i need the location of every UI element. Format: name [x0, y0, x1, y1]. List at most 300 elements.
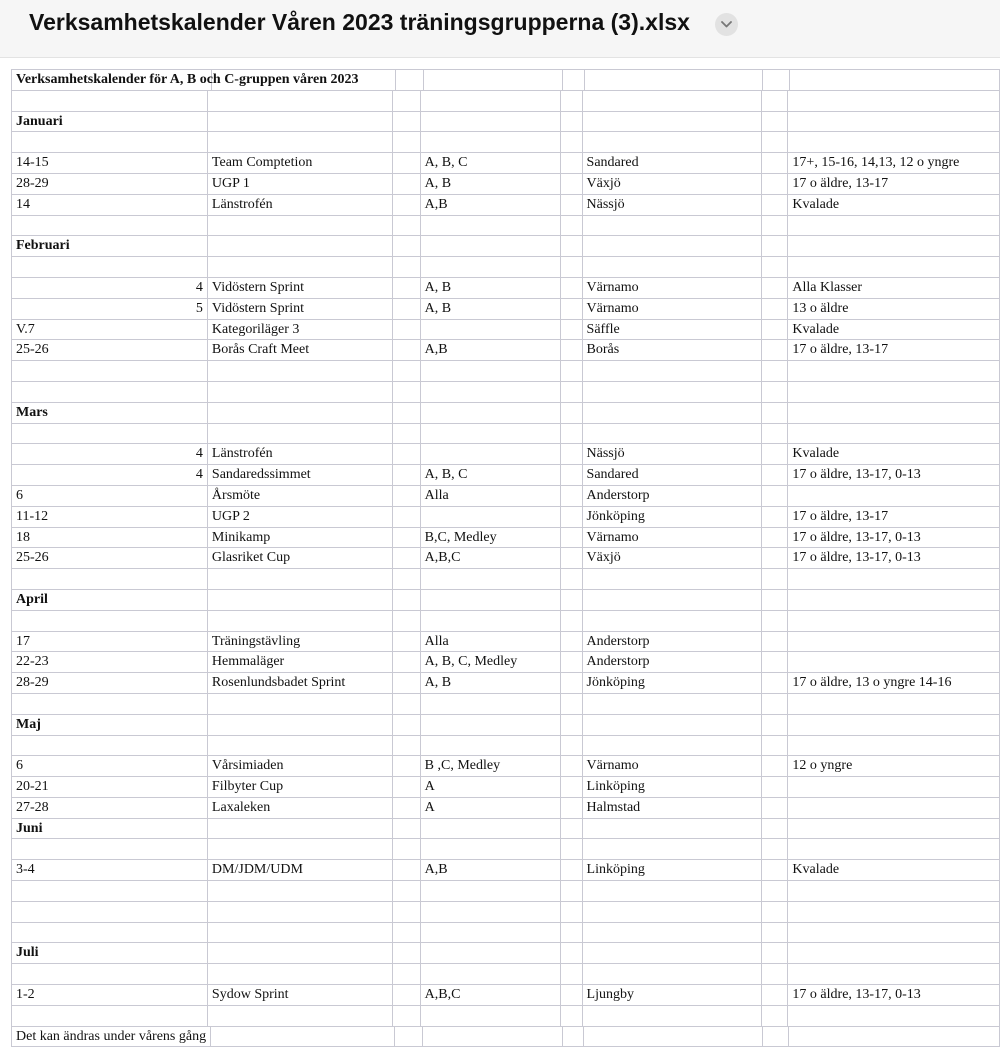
- grid-cell[interactable]: [583, 132, 762, 152]
- grid-cell[interactable]: [393, 548, 421, 568]
- month-heading[interactable]: Februari: [12, 236, 208, 256]
- date-cell[interactable]: 22-23: [12, 652, 208, 672]
- grid-cell[interactable]: [561, 985, 583, 1005]
- grid-cell[interactable]: [393, 361, 421, 381]
- groups-cell[interactable]: A,B: [421, 860, 561, 880]
- grid-cell[interactable]: [762, 943, 789, 963]
- grid-cell[interactable]: [561, 340, 583, 360]
- event-cell[interactable]: Filbyter Cup: [208, 777, 393, 797]
- grid-cell[interactable]: [583, 216, 762, 236]
- grid-cell[interactable]: [583, 361, 762, 381]
- grid-cell[interactable]: [421, 881, 561, 901]
- grid-cell[interactable]: [393, 403, 421, 423]
- date-cell[interactable]: 28-29: [12, 174, 208, 194]
- grid-cell[interactable]: [393, 153, 421, 173]
- place-cell[interactable]: Värnamo: [583, 528, 762, 548]
- grid-cell[interactable]: [561, 839, 583, 859]
- grid-cell[interactable]: [393, 382, 421, 402]
- event-cell[interactable]: Länstrofén: [208, 195, 393, 215]
- grid-cell[interactable]: [561, 382, 583, 402]
- grid-cell[interactable]: [788, 715, 1000, 735]
- groups-cell[interactable]: Alla: [421, 486, 561, 506]
- grid-cell[interactable]: [393, 174, 421, 194]
- grid-cell[interactable]: [762, 819, 789, 839]
- grid-cell[interactable]: [421, 715, 561, 735]
- grid-cell[interactable]: [561, 611, 583, 631]
- grid-cell[interactable]: [421, 736, 561, 756]
- grid-cell[interactable]: [788, 902, 1000, 922]
- grid-cell[interactable]: [393, 112, 421, 132]
- grid-cell[interactable]: [208, 361, 393, 381]
- grid-cell[interactable]: [561, 964, 583, 984]
- grid-cell[interactable]: [393, 632, 421, 652]
- grid-cell[interactable]: [561, 819, 583, 839]
- grid-cell[interactable]: [393, 902, 421, 922]
- grid-cell[interactable]: [583, 923, 762, 943]
- grid-cell[interactable]: [583, 257, 762, 277]
- date-cell[interactable]: 4: [12, 444, 208, 464]
- grid-cell[interactable]: [561, 174, 583, 194]
- grid-cell[interactable]: [762, 632, 789, 652]
- grid-cell[interactable]: [762, 424, 789, 444]
- event-cell[interactable]: Sydow Sprint: [208, 985, 393, 1005]
- grid-cell[interactable]: [583, 236, 762, 256]
- grid-cell[interactable]: [393, 964, 421, 984]
- grid-cell[interactable]: [208, 91, 393, 111]
- grid-cell[interactable]: [12, 881, 208, 901]
- grid-cell[interactable]: [393, 881, 421, 901]
- grid-cell[interactable]: [561, 923, 583, 943]
- grid-cell[interactable]: [788, 361, 1000, 381]
- grid-cell[interactable]: [393, 590, 421, 610]
- place-cell[interactable]: Halmstad: [583, 798, 762, 818]
- grid-cell[interactable]: [421, 902, 561, 922]
- place-cell[interactable]: Anderstorp: [583, 486, 762, 506]
- groups-cell[interactable]: A,B,C: [421, 985, 561, 1005]
- classes-cell[interactable]: 12 o yngre: [788, 756, 1000, 776]
- place-cell[interactable]: Värnamo: [583, 278, 762, 298]
- grid-cell[interactable]: [762, 361, 789, 381]
- grid-cell[interactable]: [393, 132, 421, 152]
- grid-cell[interactable]: [762, 507, 789, 527]
- grid-cell[interactable]: [421, 216, 561, 236]
- classes-cell[interactable]: Alla Klasser: [788, 278, 1000, 298]
- grid-cell[interactable]: [208, 216, 393, 236]
- groups-cell[interactable]: A, B: [421, 174, 561, 194]
- grid-cell[interactable]: [762, 486, 789, 506]
- grid-cell[interactable]: [393, 486, 421, 506]
- grid-cell[interactable]: [561, 465, 583, 485]
- grid-cell[interactable]: [208, 132, 393, 152]
- grid-cell[interactable]: [788, 590, 1000, 610]
- date-cell[interactable]: 28-29: [12, 673, 208, 693]
- grid-cell[interactable]: [762, 382, 789, 402]
- grid-cell[interactable]: [561, 257, 583, 277]
- grid-cell[interactable]: [561, 756, 583, 776]
- grid-cell[interactable]: [12, 964, 208, 984]
- grid-cell[interactable]: [561, 777, 583, 797]
- groups-cell[interactable]: Alla: [421, 632, 561, 652]
- grid-cell[interactable]: [561, 652, 583, 672]
- grid-cell[interactable]: [12, 611, 208, 631]
- grid-cell[interactable]: [583, 736, 762, 756]
- grid-cell[interactable]: [561, 673, 583, 693]
- classes-cell[interactable]: [788, 798, 1000, 818]
- classes-cell[interactable]: [788, 486, 1000, 506]
- place-cell[interactable]: Värnamo: [583, 299, 762, 319]
- grid-cell[interactable]: [208, 902, 393, 922]
- grid-cell[interactable]: [788, 923, 1000, 943]
- date-cell[interactable]: 5: [12, 299, 208, 319]
- grid-cell[interactable]: [563, 70, 585, 90]
- grid-cell[interactable]: [788, 424, 1000, 444]
- event-cell[interactable]: Team Comptetion: [208, 153, 393, 173]
- groups-cell[interactable]: A, B, C: [421, 153, 561, 173]
- grid-cell[interactable]: [788, 382, 1000, 402]
- classes-cell[interactable]: [788, 652, 1000, 672]
- grid-cell[interactable]: [12, 839, 208, 859]
- grid-cell[interactable]: [762, 902, 789, 922]
- grid-cell[interactable]: [393, 777, 421, 797]
- event-cell[interactable]: Vidöstern Sprint: [208, 278, 393, 298]
- grid-cell[interactable]: [561, 590, 583, 610]
- event-cell[interactable]: Borås Craft Meet: [208, 340, 393, 360]
- grid-cell[interactable]: [788, 881, 1000, 901]
- grid-cell[interactable]: [561, 278, 583, 298]
- grid-cell[interactable]: [788, 819, 1000, 839]
- grid-cell[interactable]: [421, 132, 561, 152]
- place-cell[interactable]: Sandared: [583, 465, 762, 485]
- classes-cell[interactable]: 17 o äldre, 13-17: [788, 340, 1000, 360]
- grid-cell[interactable]: [790, 70, 1000, 90]
- classes-cell[interactable]: Kvalade: [788, 320, 1000, 340]
- grid-cell[interactable]: [563, 1027, 585, 1047]
- grid-cell[interactable]: [585, 70, 763, 90]
- grid-cell[interactable]: [788, 1006, 1000, 1026]
- month-heading[interactable]: April: [12, 590, 208, 610]
- grid-cell[interactable]: [762, 860, 789, 880]
- grid-cell[interactable]: [208, 382, 393, 402]
- grid-cell[interactable]: [762, 548, 789, 568]
- place-cell[interactable]: Borås: [583, 340, 762, 360]
- grid-cell[interactable]: [208, 424, 393, 444]
- grid-cell[interactable]: [421, 943, 561, 963]
- grid-cell[interactable]: [208, 736, 393, 756]
- grid-cell[interactable]: [211, 1027, 395, 1047]
- grid-cell[interactable]: [788, 112, 1000, 132]
- grid-cell[interactable]: [12, 132, 208, 152]
- grid-cell[interactable]: [583, 715, 762, 735]
- place-cell[interactable]: Anderstorp: [583, 632, 762, 652]
- grid-cell[interactable]: [583, 569, 762, 589]
- grid-cell[interactable]: [421, 611, 561, 631]
- grid-cell[interactable]: [788, 236, 1000, 256]
- grid-cell[interactable]: [762, 985, 789, 1005]
- date-cell[interactable]: 1-2: [12, 985, 208, 1005]
- grid-cell[interactable]: [762, 403, 789, 423]
- grid-cell[interactable]: [12, 382, 208, 402]
- grid-cell[interactable]: [762, 528, 789, 548]
- grid-cell[interactable]: [762, 777, 789, 797]
- grid-cell[interactable]: [762, 736, 789, 756]
- grid-cell[interactable]: [208, 257, 393, 277]
- grid-cell[interactable]: [393, 839, 421, 859]
- grid-cell[interactable]: [762, 236, 789, 256]
- event-cell[interactable]: Laxaleken: [208, 798, 393, 818]
- grid-cell[interactable]: [561, 1006, 583, 1026]
- grid-cell[interactable]: [12, 91, 208, 111]
- grid-cell[interactable]: [561, 320, 583, 340]
- groups-cell[interactable]: A, B: [421, 299, 561, 319]
- grid-cell[interactable]: [583, 403, 762, 423]
- grid-cell[interactable]: [421, 91, 561, 111]
- event-cell[interactable]: Glasriket Cup: [208, 548, 393, 568]
- grid-cell[interactable]: [421, 694, 561, 714]
- classes-cell[interactable]: 17+, 15-16, 14,13, 12 o yngre: [788, 153, 1000, 173]
- grid-cell[interactable]: [561, 486, 583, 506]
- grid-cell[interactable]: [393, 216, 421, 236]
- title-menu-button[interactable]: [715, 13, 738, 36]
- grid-cell[interactable]: [12, 736, 208, 756]
- date-cell[interactable]: 6: [12, 486, 208, 506]
- event-cell[interactable]: Hemmaläger: [208, 652, 393, 672]
- groups-cell[interactable]: A, B: [421, 673, 561, 693]
- classes-cell[interactable]: 17 o äldre, 13-17: [788, 174, 1000, 194]
- classes-cell[interactable]: 17 o äldre, 13-17, 0-13: [788, 548, 1000, 568]
- grid-cell[interactable]: [561, 361, 583, 381]
- place-cell[interactable]: Nässjö: [583, 444, 762, 464]
- grid-cell[interactable]: [12, 257, 208, 277]
- date-cell[interactable]: 3-4: [12, 860, 208, 880]
- place-cell[interactable]: Jönköping: [583, 507, 762, 527]
- grid-cell[interactable]: [393, 299, 421, 319]
- grid-cell[interactable]: [393, 465, 421, 485]
- event-cell[interactable]: Länstrofén: [208, 444, 393, 464]
- groups-cell[interactable]: A: [421, 777, 561, 797]
- grid-cell[interactable]: [396, 70, 423, 90]
- note-cell[interactable]: Det kan ändras under vårens gång: [12, 1027, 211, 1047]
- classes-cell[interactable]: 17 o äldre, 13-17: [788, 507, 1000, 527]
- grid-cell[interactable]: [561, 195, 583, 215]
- grid-cell[interactable]: [421, 382, 561, 402]
- grid-cell[interactable]: [393, 444, 421, 464]
- grid-cell[interactable]: [421, 964, 561, 984]
- grid-cell[interactable]: [421, 569, 561, 589]
- grid-cell[interactable]: [762, 257, 789, 277]
- date-cell[interactable]: 20-21: [12, 777, 208, 797]
- grid-cell[interactable]: [393, 943, 421, 963]
- grid-cell[interactable]: [208, 715, 393, 735]
- grid-cell[interactable]: [788, 611, 1000, 631]
- grid-cell[interactable]: [788, 91, 1000, 111]
- date-cell[interactable]: 25-26: [12, 340, 208, 360]
- grid-cell[interactable]: [421, 361, 561, 381]
- place-cell[interactable]: Säffle: [583, 320, 762, 340]
- grid-cell[interactable]: [561, 548, 583, 568]
- grid-cell[interactable]: [423, 1027, 563, 1047]
- groups-cell[interactable]: [421, 444, 561, 464]
- grid-cell[interactable]: [421, 839, 561, 859]
- grid-cell[interactable]: [421, 1006, 561, 1026]
- grid-cell[interactable]: [762, 195, 789, 215]
- grid-cell[interactable]: [762, 278, 789, 298]
- grid-cell[interactable]: [583, 964, 762, 984]
- grid-cell[interactable]: [788, 403, 1000, 423]
- grid-cell[interactable]: [393, 1006, 421, 1026]
- event-cell[interactable]: UGP 1: [208, 174, 393, 194]
- grid-cell[interactable]: [561, 132, 583, 152]
- grid-cell[interactable]: [393, 923, 421, 943]
- grid-cell[interactable]: [208, 569, 393, 589]
- grid-cell[interactable]: [561, 236, 583, 256]
- month-heading[interactable]: Maj: [12, 715, 208, 735]
- groups-cell[interactable]: B ,C, Medley: [421, 756, 561, 776]
- groups-cell[interactable]: A,B: [421, 340, 561, 360]
- classes-cell[interactable]: 13 o äldre: [788, 299, 1000, 319]
- grid-cell[interactable]: [788, 132, 1000, 152]
- classes-cell[interactable]: 17 o äldre, 13 o yngre 14-16: [788, 673, 1000, 693]
- event-cell[interactable]: DM/JDM/UDM: [208, 860, 393, 880]
- grid-cell[interactable]: [393, 819, 421, 839]
- grid-cell[interactable]: [561, 569, 583, 589]
- event-cell[interactable]: Sandaredssimmet: [208, 465, 393, 485]
- place-cell[interactable]: Sandared: [583, 153, 762, 173]
- groups-cell[interactable]: [421, 320, 561, 340]
- grid-cell[interactable]: [583, 590, 762, 610]
- event-cell[interactable]: Träningstävling: [208, 632, 393, 652]
- grid-cell[interactable]: [583, 694, 762, 714]
- groups-cell[interactable]: B,C, Medley: [421, 528, 561, 548]
- grid-cell[interactable]: [393, 340, 421, 360]
- groups-cell[interactable]: A, B, C, Medley: [421, 652, 561, 672]
- grid-cell[interactable]: [762, 839, 789, 859]
- classes-cell[interactable]: 17 o äldre, 13-17, 0-13: [788, 528, 1000, 548]
- grid-cell[interactable]: [788, 964, 1000, 984]
- grid-cell[interactable]: [762, 1006, 789, 1026]
- grid-cell[interactable]: [208, 611, 393, 631]
- grid-cell[interactable]: [561, 424, 583, 444]
- grid-cell[interactable]: [421, 923, 561, 943]
- grid-cell[interactable]: [393, 236, 421, 256]
- grid-cell[interactable]: [208, 881, 393, 901]
- date-cell[interactable]: 6: [12, 756, 208, 776]
- grid-cell[interactable]: [561, 694, 583, 714]
- groups-cell[interactable]: A, B, C: [421, 465, 561, 485]
- event-cell[interactable]: Minikamp: [208, 528, 393, 548]
- grid-cell[interactable]: [393, 320, 421, 340]
- event-cell[interactable]: Årsmöte: [208, 486, 393, 506]
- grid-cell[interactable]: [788, 943, 1000, 963]
- grid-cell[interactable]: [393, 985, 421, 1005]
- grid-cell[interactable]: [762, 465, 789, 485]
- grid-cell[interactable]: [208, 403, 393, 423]
- grid-cell[interactable]: [421, 112, 561, 132]
- classes-cell[interactable]: 17 o äldre, 13-17, 0-13: [788, 985, 1000, 1005]
- grid-cell[interactable]: [393, 673, 421, 693]
- grid-cell[interactable]: [762, 320, 789, 340]
- grid-cell[interactable]: [393, 91, 421, 111]
- grid-cell[interactable]: [393, 694, 421, 714]
- grid-cell[interactable]: [393, 715, 421, 735]
- event-cell[interactable]: Vårsimiaden: [208, 756, 393, 776]
- grid-cell[interactable]: [561, 299, 583, 319]
- grid-cell[interactable]: [393, 652, 421, 672]
- place-cell[interactable]: Linköping: [583, 860, 762, 880]
- grid-cell[interactable]: [762, 652, 789, 672]
- grid-cell[interactable]: [561, 943, 583, 963]
- place-cell[interactable]: Jönköping: [583, 673, 762, 693]
- grid-cell[interactable]: [762, 923, 789, 943]
- grid-cell[interactable]: [393, 798, 421, 818]
- grid-cell[interactable]: [583, 839, 762, 859]
- grid-cell[interactable]: [583, 1006, 762, 1026]
- grid-cell[interactable]: [762, 673, 789, 693]
- grid-cell[interactable]: [762, 174, 789, 194]
- grid-cell[interactable]: [12, 694, 208, 714]
- place-cell[interactable]: Värnamo: [583, 756, 762, 776]
- grid-cell[interactable]: [583, 819, 762, 839]
- grid-cell[interactable]: [395, 1027, 423, 1047]
- date-cell[interactable]: 14: [12, 195, 208, 215]
- grid-cell[interactable]: [12, 1006, 208, 1026]
- grid-cell[interactable]: [762, 112, 789, 132]
- grid-cell[interactable]: [12, 424, 208, 444]
- grid-cell[interactable]: [583, 943, 762, 963]
- grid-cell[interactable]: [561, 403, 583, 423]
- grid-cell[interactable]: [763, 1027, 790, 1047]
- date-cell[interactable]: 17: [12, 632, 208, 652]
- place-cell[interactable]: Växjö: [583, 548, 762, 568]
- grid-cell[interactable]: [762, 153, 789, 173]
- grid-cell[interactable]: [561, 798, 583, 818]
- date-cell[interactable]: 4: [12, 465, 208, 485]
- grid-cell[interactable]: [762, 694, 789, 714]
- grid-cell[interactable]: [393, 569, 421, 589]
- grid-cell[interactable]: [561, 881, 583, 901]
- grid-cell[interactable]: [561, 736, 583, 756]
- grid-cell[interactable]: [762, 444, 789, 464]
- month-heading[interactable]: Januari: [12, 112, 208, 132]
- classes-cell[interactable]: 17 o äldre, 13-17, 0-13: [788, 465, 1000, 485]
- classes-cell[interactable]: Kvalade: [788, 195, 1000, 215]
- grid-cell[interactable]: [561, 216, 583, 236]
- grid-cell[interactable]: [393, 860, 421, 880]
- grid-cell[interactable]: [583, 902, 762, 922]
- grid-cell[interactable]: [393, 611, 421, 631]
- grid-cell[interactable]: [208, 112, 393, 132]
- event-cell[interactable]: Rosenlundsbadet Sprint: [208, 673, 393, 693]
- sheet-title-cell[interactable]: Verksamhetskalender för A, B och C-gruppen våren 2023: [12, 70, 212, 90]
- groups-cell[interactable]: A,B,C: [421, 548, 561, 568]
- grid-cell[interactable]: [762, 299, 789, 319]
- grid-cell[interactable]: [788, 736, 1000, 756]
- groups-cell[interactable]: A: [421, 798, 561, 818]
- date-cell[interactable]: 11-12: [12, 507, 208, 527]
- grid-cell[interactable]: [788, 569, 1000, 589]
- grid-cell[interactable]: [393, 278, 421, 298]
- grid-cell[interactable]: [561, 507, 583, 527]
- grid-cell[interactable]: [208, 236, 393, 256]
- grid-cell[interactable]: [421, 819, 561, 839]
- grid-cell[interactable]: [208, 943, 393, 963]
- classes-cell[interactable]: Kvalade: [788, 444, 1000, 464]
- spreadsheet-grid[interactable]: [11, 69, 1000, 1047]
- grid-cell[interactable]: [421, 236, 561, 256]
- grid-cell[interactable]: [208, 964, 393, 984]
- grid-cell[interactable]: [788, 694, 1000, 714]
- grid-cell[interactable]: [561, 91, 583, 111]
- date-cell[interactable]: 14-15: [12, 153, 208, 173]
